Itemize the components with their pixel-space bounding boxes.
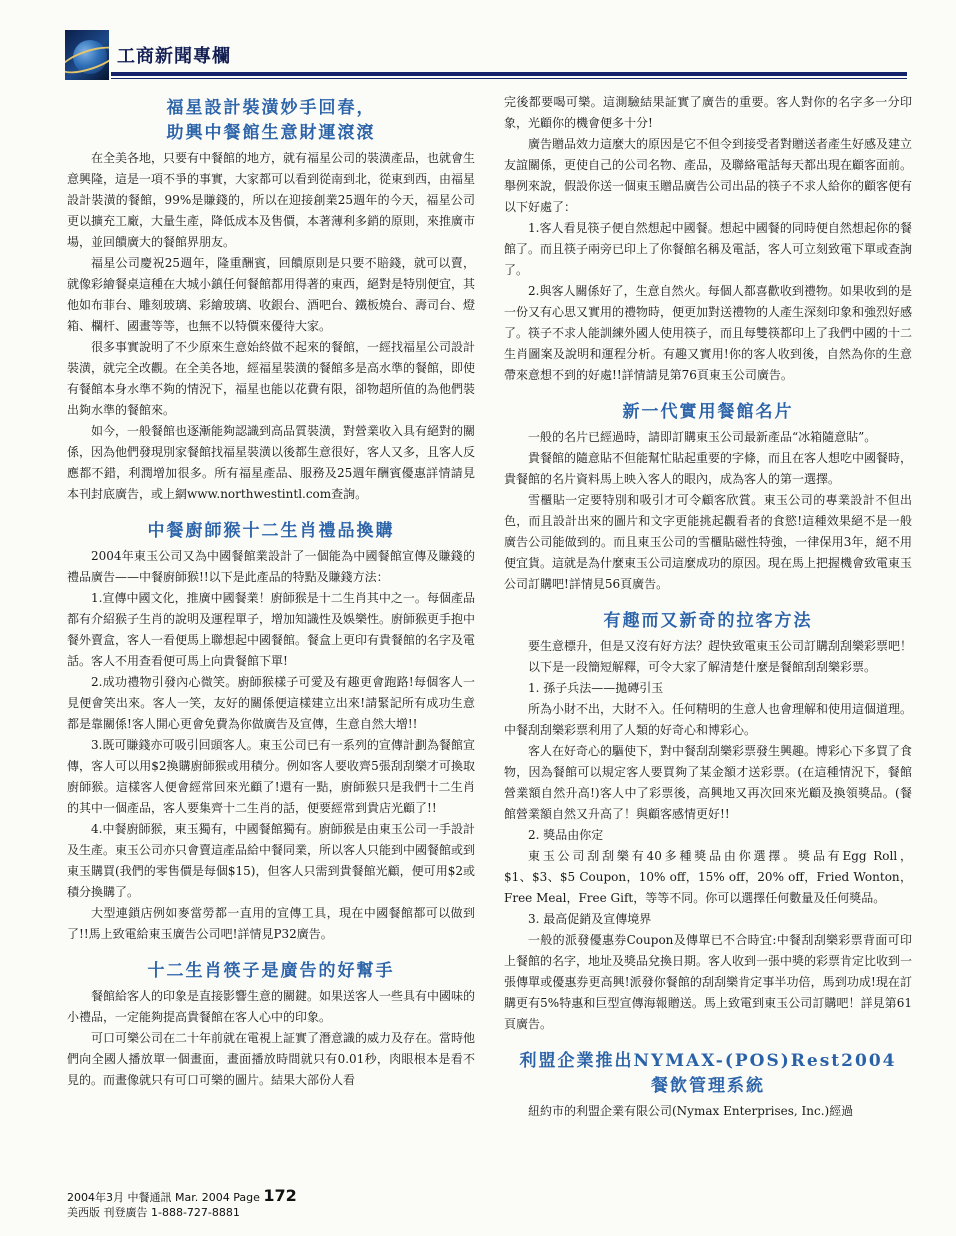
right-column — [504, 92, 912, 1122]
globe-logo-icon — [65, 30, 109, 80]
article-title: 新一代實用餐館名片 — [622, 402, 794, 422]
footer-issue: 2004年3月 中餐通訊 Mar. 2004 Page — [67, 1191, 260, 1204]
paragraph: 4.中餐廚師猴，東玉獨有，中國餐館獨有。廚師猴是由東玉公司一手設計及生產。東玉公司亦只會賣這產品給中餐同業，所以客人只能到中國餐館或到東玉購買(我們的零售價是每個$15)，但客人只需到貴餐館光顧，便可用$2或積分換購了。 — [67, 822, 476, 899]
paragraph: 雪櫃貼一定要特別和吸引才可令顧客欣賞。東玉公司的專業設計不但出色，而且設計出來的圖片和文字更能挑起觀看者的食慾!這種效果絕不是一般廣告公司能做到的。而且東玉公司的雪櫃貼磁性特強，一律保用3年，絕不用便宜貨。這就是為什麼東玉公司這麼成功的原因。現在馬上把握機會致電東玉公司訂購吧!詳情見56頁廣告。 — [504, 493, 913, 591]
paragraph: 1.客人看見筷子便自然想起中國餐。想起中國餐的同時便自然想起你的餐館了。而且筷子兩旁已印上了你餐館名稱及電話，客人可立刻致電下單或查詢了。 — [504, 221, 913, 277]
paragraph: 2. 獎品由你定 — [528, 828, 604, 842]
article-zodiac-chopsticks-cont — [504, 92, 912, 386]
paragraph: 可口可樂公司在二十年前就在電視上証實了潛意識的威力及存在。當時他們向全國人播放單一個畫面，畫面播放時間就只有0.01秒，肉眼根本是看不見的。而畫像就只有可口可樂的圖片。結果大部份人看 — [67, 1031, 476, 1087]
paragraph: 2004年東玉公司又為中國餐館業設計了一個能為中國餐館宣傳及賺錢的禮品廣告——中餐廚師猴!!以下是此產品的特點及賺錢方法： — [67, 549, 475, 584]
header-rule-thin — [111, 78, 907, 79]
header-rule — [111, 72, 907, 76]
paragraph: 廣告贈品效力這麼大的原因是它不但令到接受者對贈送者產生好感及建立友誼關係，更使自己的公司名物、產品，及聯絡電話每天都出現在顧客面前。舉例來說，假設你送一個東玉贈品廣告公司出品的筷子不求人給你的顧客便有以下好處了： — [504, 137, 913, 214]
article-fuxing — [67, 96, 475, 505]
paragraph: 福星公司慶祝25週年，隆重酬賓，回饋原則是只要不賠錢，就可以賣，就像彩繪餐桌這種在大城小鎮任何餐館都用得著的東西，絕對是特別便宜，其他如布菲台、雕刻玻璃、彩繪玻璃、收銀台、酒吧台、鐵板燒台、壽司台、燈箱、欄杆、國畫等等，也無不以特價來優待大家。 — [67, 256, 476, 333]
page-footer — [67, 1188, 467, 1220]
paragraph: 2.成功禮物引發內心微笑。廚師猴樣子可愛及有趣更會跑路!每個客人一見便會笑出來。客人一笑，友好的關係便這樣建立出來!請緊記所有成功生意都是靠關係!客人開心更會免費為你做廣告及宣傳，生意自然大增!! — [67, 675, 475, 731]
paragraph: 3.既可賺錢亦可吸引回頭客人。東玉公司已有一系列的宣傳計劃為餐館宣傳，客人可以用$2換購廚師猴或用積分。例如客人要收齊5張刮刮樂才可換取廚師猴。這樣客人便會經常回來光顧了!還有一點，廚師猴只是我們十二生肖的其中一個產品，客人要集齊十二生肖的話，便要經常到貴店光顧了!! — [67, 738, 475, 815]
paragraph: 3. 最高促銷及宣傳境界 — [528, 912, 652, 926]
paragraph: 完後都要喝可樂。這測驗結果証實了廣告的重要。客人對你的名字多一分印象，光顧你的機會便多十分! — [504, 95, 912, 130]
paragraph: 1.宣傳中國文化，推廣中國餐業！廚師猴是十二生肖其中之一。每個產品都有介紹猴子生肖的說明及運程單子，增加知識性及娛樂性。廚師猴更手抱中餐外賣盒，客人一看便馬上聯想起中國餐館。餐盒上更印有貴餐館的名字及電話。客人不用查看便可馬上向貴餐館下單! — [67, 591, 476, 668]
article-fridge-magnet — [504, 400, 912, 595]
article-title: 十二生肖筷子是廣告的好幫手 — [147, 961, 395, 981]
article-title: 有趣而又新奇的拉客方法 — [603, 611, 813, 631]
article-title: 中餐廚師猴十二生肖禮品換購 — [147, 521, 395, 541]
paragraph: 1. 孫子兵法——拋磚引玉 — [528, 681, 664, 695]
section-title: 工商新聞專欄 — [117, 46, 231, 67]
page-header — [65, 30, 907, 84]
article-title: 福星設計裝潢妙手回春， 助興中餐館生意財運滾滾 — [166, 98, 376, 143]
paragraph: 在全美各地，只要有中餐館的地方，就有福星公司的裝潢產品，也就會生意興隆，這是一項不爭的事實，大家都可以看到從南到北，從東到西，由福星設計裝潢的餐館，99%是賺錢的，所以在迎接創業25週年的今天，福星公司更以擴充工廠，大量生產，降低成本及售價，本著薄利多銷的原則，來推廣市場，並回饋廣大的餐館界朋友。 — [67, 151, 476, 249]
paragraph: 以下是一段簡短解釋，可令大家了解清楚什麼是餐館刮刮樂彩票。 — [528, 660, 877, 674]
paragraph: 如今，一般餐館也逐漸能夠認識到高品質裝潢，對營業收入具有絕對的關係，因為他們發現別家餐館找福星裝潢以後都生意很好，客人又多，且客人反應都不錯，利潤增加很多。所有福星產品、服務及25週年酬賓優惠詳情請見本刊封底廣告，或上網www.northwestintl.com查詢。 — [67, 424, 476, 501]
paragraph: 2.與客人關係好了，生意自然火。每個人都喜歡收到禮物。如果收到的是一份又有心思又實用的禮物時，便更加對送禮物的人產生深刻印象和強烈好感了。筷子不求人能訓練外國人使用筷子，而且每雙筷都印上了我們中國的十二生肖圖案及說明和運程分析。有趣又實用!你的客人收到後，自然為你的生意帶來意想不到的好處!!詳情請見第76頁東玉公司廣告。 — [504, 284, 913, 382]
article-title: 利盟企業推出NYMAX-(POS)Rest2004 餐飲管理系統 — [519, 1051, 897, 1096]
paragraph: 很多事實說明了不少原來生意始終做不起來的餐館，一經找福星公司設計裝潢，就完全改觀。在全美各地，經福星裝潢的餐館多是高水準的餐館，即使有餐館本身水準不夠的情況下，福星也能以花費有限，卻物超所值的為他們裝出夠水準的餐館來。 — [67, 340, 476, 417]
article-zodiac-chopsticks — [67, 959, 475, 1091]
paragraph: 客人在好奇心的驅使下，對中餐刮刮樂彩票發生興趣。博彩心下多買了食物，因為餐館可以規定客人要買夠了某金額才送彩票。(在這種情況下，餐館營業額自然升高!)客人中了彩票後，高興地又再次回來光顧及換領獎品。(餐館營業額自然又升高了！與顧客感情更好!! — [504, 744, 913, 821]
page-number: 172 — [263, 1186, 297, 1205]
paragraph: 東玉公司刮刮樂有40多種獎品由你選擇。獎品有Egg Roll，$1、$3、$5 Coupon，10% off，15% off，20% off，Fried Wonton， Free Meal，Free Gift，等等不同。你可以選擇任何數量及任何獎品。 — [504, 849, 912, 905]
article-scratch-ticket — [504, 609, 912, 1035]
paragraph: 大型連鎖店例如麥當勞都一直用的宣傳工具，現在中國餐館都可以做到了!!馬上致電給東玉廣告公司吧!詳情見P32廣告。 — [67, 906, 475, 941]
article-nymax — [504, 1049, 912, 1122]
paragraph: 紐約市的利盟企業有限公司(Nymax Enterprises, Inc.)經過 — [528, 1104, 854, 1118]
paragraph: 貴餐館的隨意貼不但能幫忙貼起重要的字條，而且在客人想吃中國餐時，貴餐館的名片資料馬上映入客人的眼內，成為客人的第一選擇。 — [504, 451, 913, 486]
left-column — [67, 92, 475, 1091]
paragraph: 一般的派發優惠券Coupon及傳單已不合時宜:中餐刮刮樂彩票背面可印上餐館的名字，地址及獎品兌換日期。客人收到一張中獎的彩票肯定比收到一張傳單或優惠券更高興!派發你餐館的刮刮樂肯定事半功倍，馬到功成!現在訂購更有5%特惠和巨型宣傳海報贈送。馬上致電到東玉公司訂購吧！詳見第61頁廣告。 — [504, 933, 913, 1031]
paragraph: 餐館給客人的印象是直接影響生意的關鍵。如果送客人一些具有中國味的小禮品，一定能夠提高貴餐館在客人心中的印象。 — [67, 989, 476, 1024]
paragraph: 所為小財不出，大財不入。任何精明的生意人也會理解和使用這個道理。中餐刮刮樂彩票利用了人類的好奇心和博彩心。 — [504, 702, 913, 737]
paragraph: 要生意標升，但是又沒有好方法？趕快致電東玉公司訂購刮刮樂彩票吧！ — [528, 639, 913, 653]
footer-contact: 美西版 刊登廣告 1-888-727-8881 — [67, 1206, 240, 1219]
paragraph: 一般的名片已經過時，請即訂購東玉公司最新產品“冰箱隨意貼”。 — [528, 430, 877, 444]
article-chef-monkey — [67, 519, 475, 945]
